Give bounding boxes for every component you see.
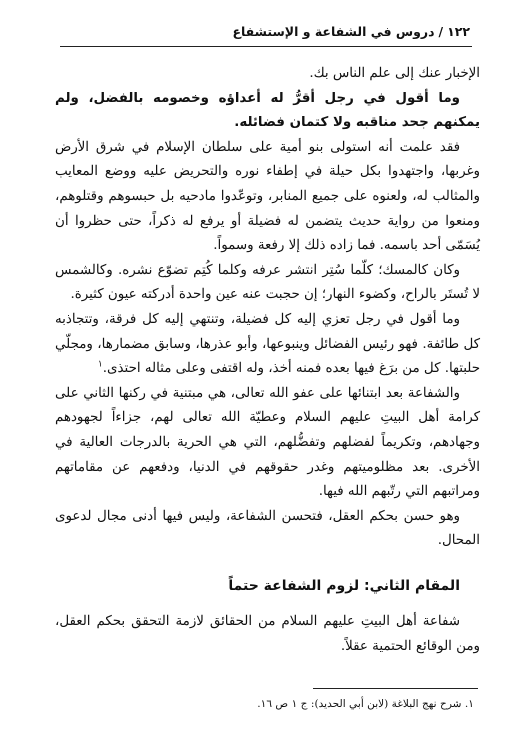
paragraph-4: وكان كالمسك؛ كلّما سُتِر انتشر عرفه وكلما كُتِم تضوّع نشره. وكالشمس لا تُستَر بالراح، وكضوء النهار؛ إن حجبت عنه عين واحدة أدركته عيون كثيرة. (55, 262, 480, 303)
paragraph-7: وهو حسن بحكم العقل، فتحسن الشفاعة، وليس فيها أدنى مجال لدعوى المحال. (55, 508, 480, 549)
footnote: ١. شرح نهج البلاغة (لابن أبي الحديد): ج ١ ص ١٦. (257, 698, 474, 710)
section-heading: المقام الثاني: لزوم الشفاعة حتماً (228, 577, 460, 594)
footnote-marker[interactable]: ١ (97, 359, 103, 370)
header-rule (60, 46, 472, 47)
main-text (55, 62, 480, 660)
footnote-rule (313, 688, 478, 689)
running-header (60, 21, 470, 43)
paragraph-6: والشفاعة بعد ابتنائها على عفو الله تعالى، هي مبتنية في ركنها الثاني على كرامة أهل البيتِ عليهم السلام وعطيّة الله تعالى لهم، جزاءاً لجهودهم وجهادهم، وتكريماً لفضلهم وتفضُّلهم، التي هي الحرية بالدرجات العالية في الأخرى. بعد مظلوميتهم وغدر حقوقهم في الدنيا، ودفعهم عن مقاماتهم ومراتبهم التي رتّبهم الله فيها. (55, 385, 480, 500)
page-number: ١٢٢ (447, 24, 470, 39)
section-paragraph: شفاعة أهل البيتِ عليهم السلام من الحقائق لازمة التحقق بحكم العقل، ومن الوقائع الحتمية عقلاً. (55, 614, 480, 655)
book-title: دروس في الشفاعة و الإستشفاع (232, 24, 435, 39)
paragraph-1: الإخبار عنك إلى علم الناس بك. (309, 66, 480, 81)
paragraph-5-text: وما أقول في رجل تعزي إليه كل فضيلة، وتنتهي إليه كل فرقة، وتتجاذبه كل طائفة. فهو رئيس الفضائل وينبوعها، وأبو عذرها، وسابق مضمارها، ومجلّي حلبتها. كل من برَغ فيها بعده فمنه أخذ، وله اقتفى وعلى مثاله احتذى. (55, 311, 480, 377)
paragraph-2: وما أقول في رجل أقرُّ له أعداؤه وخصومه بالفضل، ولم يمكنهم جحد مناقبه ولا كتمان فضائله. (55, 90, 480, 131)
header-separator: / (438, 24, 444, 39)
paragraph-5 (55, 308, 480, 382)
paragraph-3: فقد علمت أنه استولى بنو أمية على سلطان الإسلام في شرق الأرض وغربها، واجتهدوا بكل حيلة في إطفاء نوره والتحريض عليه ووضع المعايب والمثالب له، ولعنوه على جميع المنابر، وتوعّدوا مادحيه بل حبسوهم وقتلوهم، ومنعوا من رواية حديث يتضمن له فضيلة أو يرفع له ذكراً، حتى حظروا أن يُسَمّى أحد باسمه. فما زاده ذلك إلا رفعة وسمواً. (55, 139, 480, 254)
